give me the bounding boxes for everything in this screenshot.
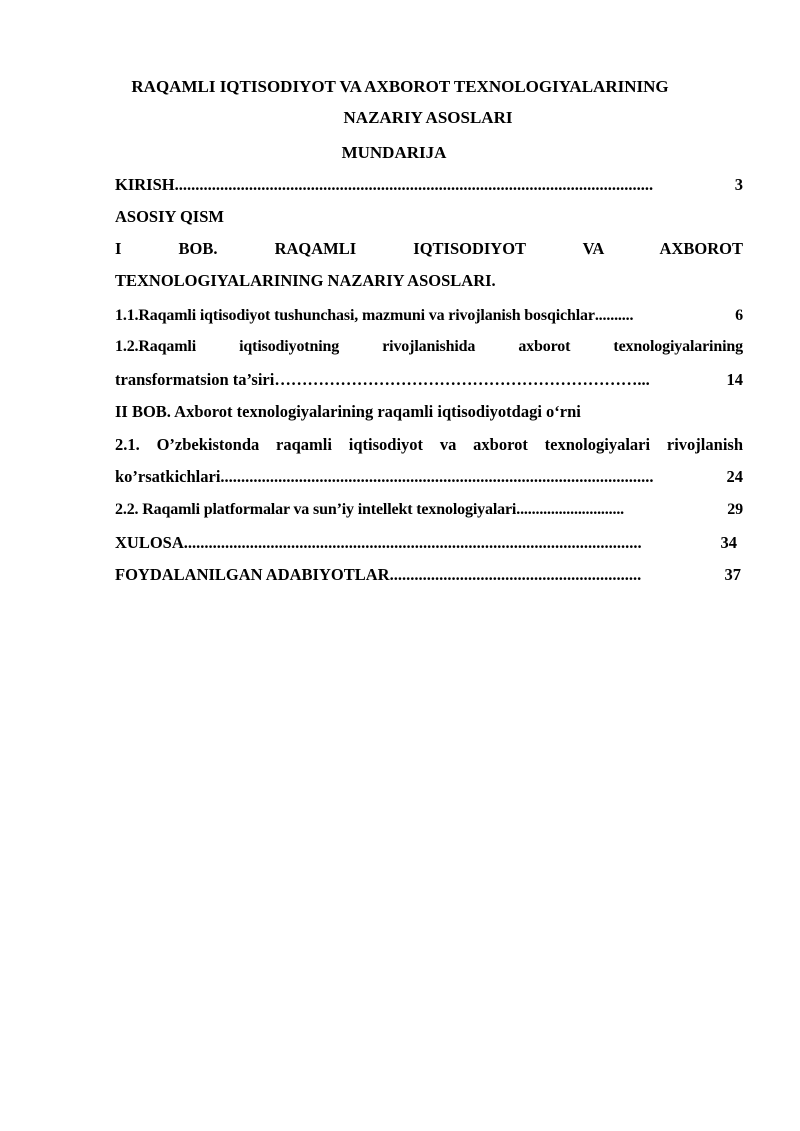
toc-entry-foydalanilgan-adabiyotlar: FOYDALANILGAN ADABIYOTLAR ............................................................. 37 <box>115 565 741 584</box>
toc-entry-xulosa: XULOSA ............................................................................................................... 34 <box>115 533 737 552</box>
toc-entry-section-2-1-line2: ko’rsatkichlari ......................................................................................................... 24 <box>115 467 743 486</box>
toc-entry-bob1-line1: I BOB. RAQAMLI IQTISODIYOT VA AXBOROT <box>115 239 743 258</box>
document-title-line-1: RAQAMLI IQTISODIYOT VA AXBOROT TEXNOLOGIYALARINING <box>131 77 669 96</box>
toc-entry-bob2: II BOB. Axborot texnologiyalarining raqamli iqtisodiyotdagi o‘rni <box>115 402 581 421</box>
toc-entry-section-1-2-line1: 1.2.Raqamli iqtisodiyotning rivojlanishida axborot texnologiyalarining <box>115 338 743 355</box>
toc-entry-section-1-2-line2: transformatsion ta’siri …………………………………………………………... 14 <box>115 370 743 389</box>
toc-entry-asosiy-qism: ASOSIY QISM <box>115 207 224 226</box>
toc-entry-bob1-line2: TEXNOLOGIYALARINING NAZARIY ASOSLARI. <box>115 271 496 290</box>
toc-entry-kirish: KIRISH .................................................................................................................... 3 <box>115 175 743 194</box>
toc-heading: MUNDARIJA <box>341 143 447 162</box>
document-title-line-2: NAZARIY ASOSLARI <box>343 108 513 127</box>
toc-entry-section-1-1: 1.1.Raqamli iqtisodiyot tushunchasi, mazmuni va rivojlanish bosqichlar .......... 6 <box>115 307 743 324</box>
toc-entry-section-2-2: 2.2. Raqamli platformalar va sun’iy intellekt texnologiyalari ............................ 29 <box>115 501 743 518</box>
toc-entry-section-2-1-line1: 2.1. O’zbekistonda raqamli iqtisodiyot va axborot texnologiyalari rivojlanish <box>115 435 743 454</box>
